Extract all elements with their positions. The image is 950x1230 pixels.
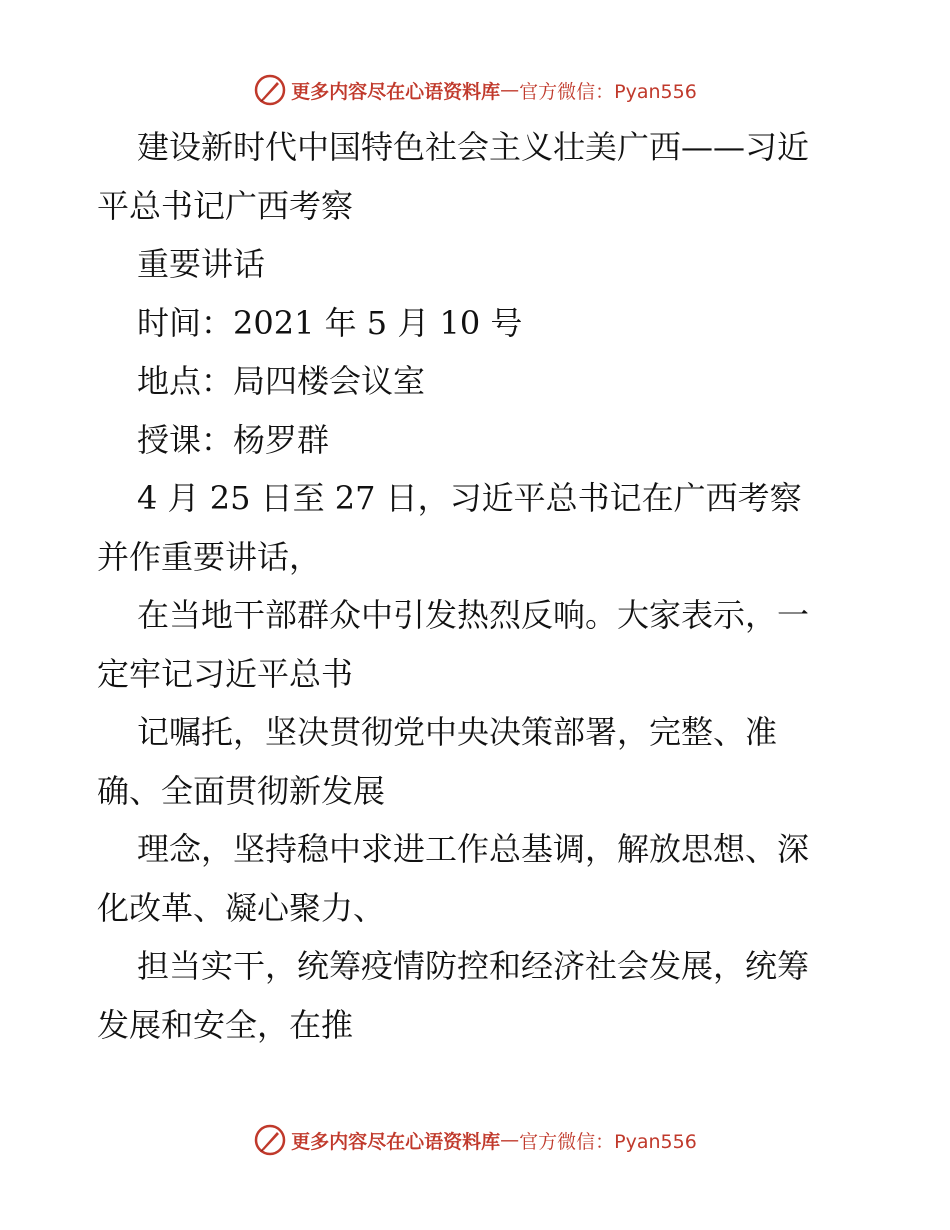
document-body [97,118,857,1054]
text-line: 理念，坚持稳中求进工作总基调，解放思想、深 [137,830,810,868]
text-line: 化改革、凝心聚力、 [97,888,386,927]
text-line: 4 月 25 日至 27 日，习近平总书记在广西考察 [137,479,802,517]
text-line: 在当地干部群众中引发热烈反响。大家表示，一 [137,596,810,634]
banner-separator: — [500,79,520,101]
text-line: 担当实干，统筹疫情防控和经济社会发展，统筹 [137,947,810,985]
quill-pen-logo-icon [253,73,287,107]
text-line: 授课：杨罗群 [137,420,330,459]
text-line: 发展和安全，在推 [97,1005,354,1044]
header-banner [0,70,950,110]
text-line: 定牢记习近平总书 [97,654,354,693]
text-line: 地点：局四楼会议室 [137,362,426,400]
text-line: 平总书记广西考察 [97,186,354,225]
text-line: 确、全面贯彻新发展 [97,771,386,810]
text-line: 并作重要讲话， [97,537,322,576]
footer-banner [0,1120,950,1160]
banner-sub-text: 官方微信：Pyan556 [519,80,697,103]
banner-sub-text: 官方微信：Pyan556 [519,1130,697,1153]
banner-separator: — [500,1129,520,1151]
text-line: 时间：2021 年 5 月 10 号 [137,303,523,342]
text-line: 建设新时代中国特色社会主义壮美广西——习近 [137,128,810,166]
banner-main-text: 更多内容尽在心语资料库 [291,1130,501,1153]
text-line: 重要讲话 [137,245,266,283]
quill-pen-logo-icon [253,1123,287,1157]
text-line: 记嘱托，坚决贯彻党中央决策部署，完整、准 [137,713,778,751]
banner-main-text: 更多内容尽在心语资料库 [291,80,501,103]
